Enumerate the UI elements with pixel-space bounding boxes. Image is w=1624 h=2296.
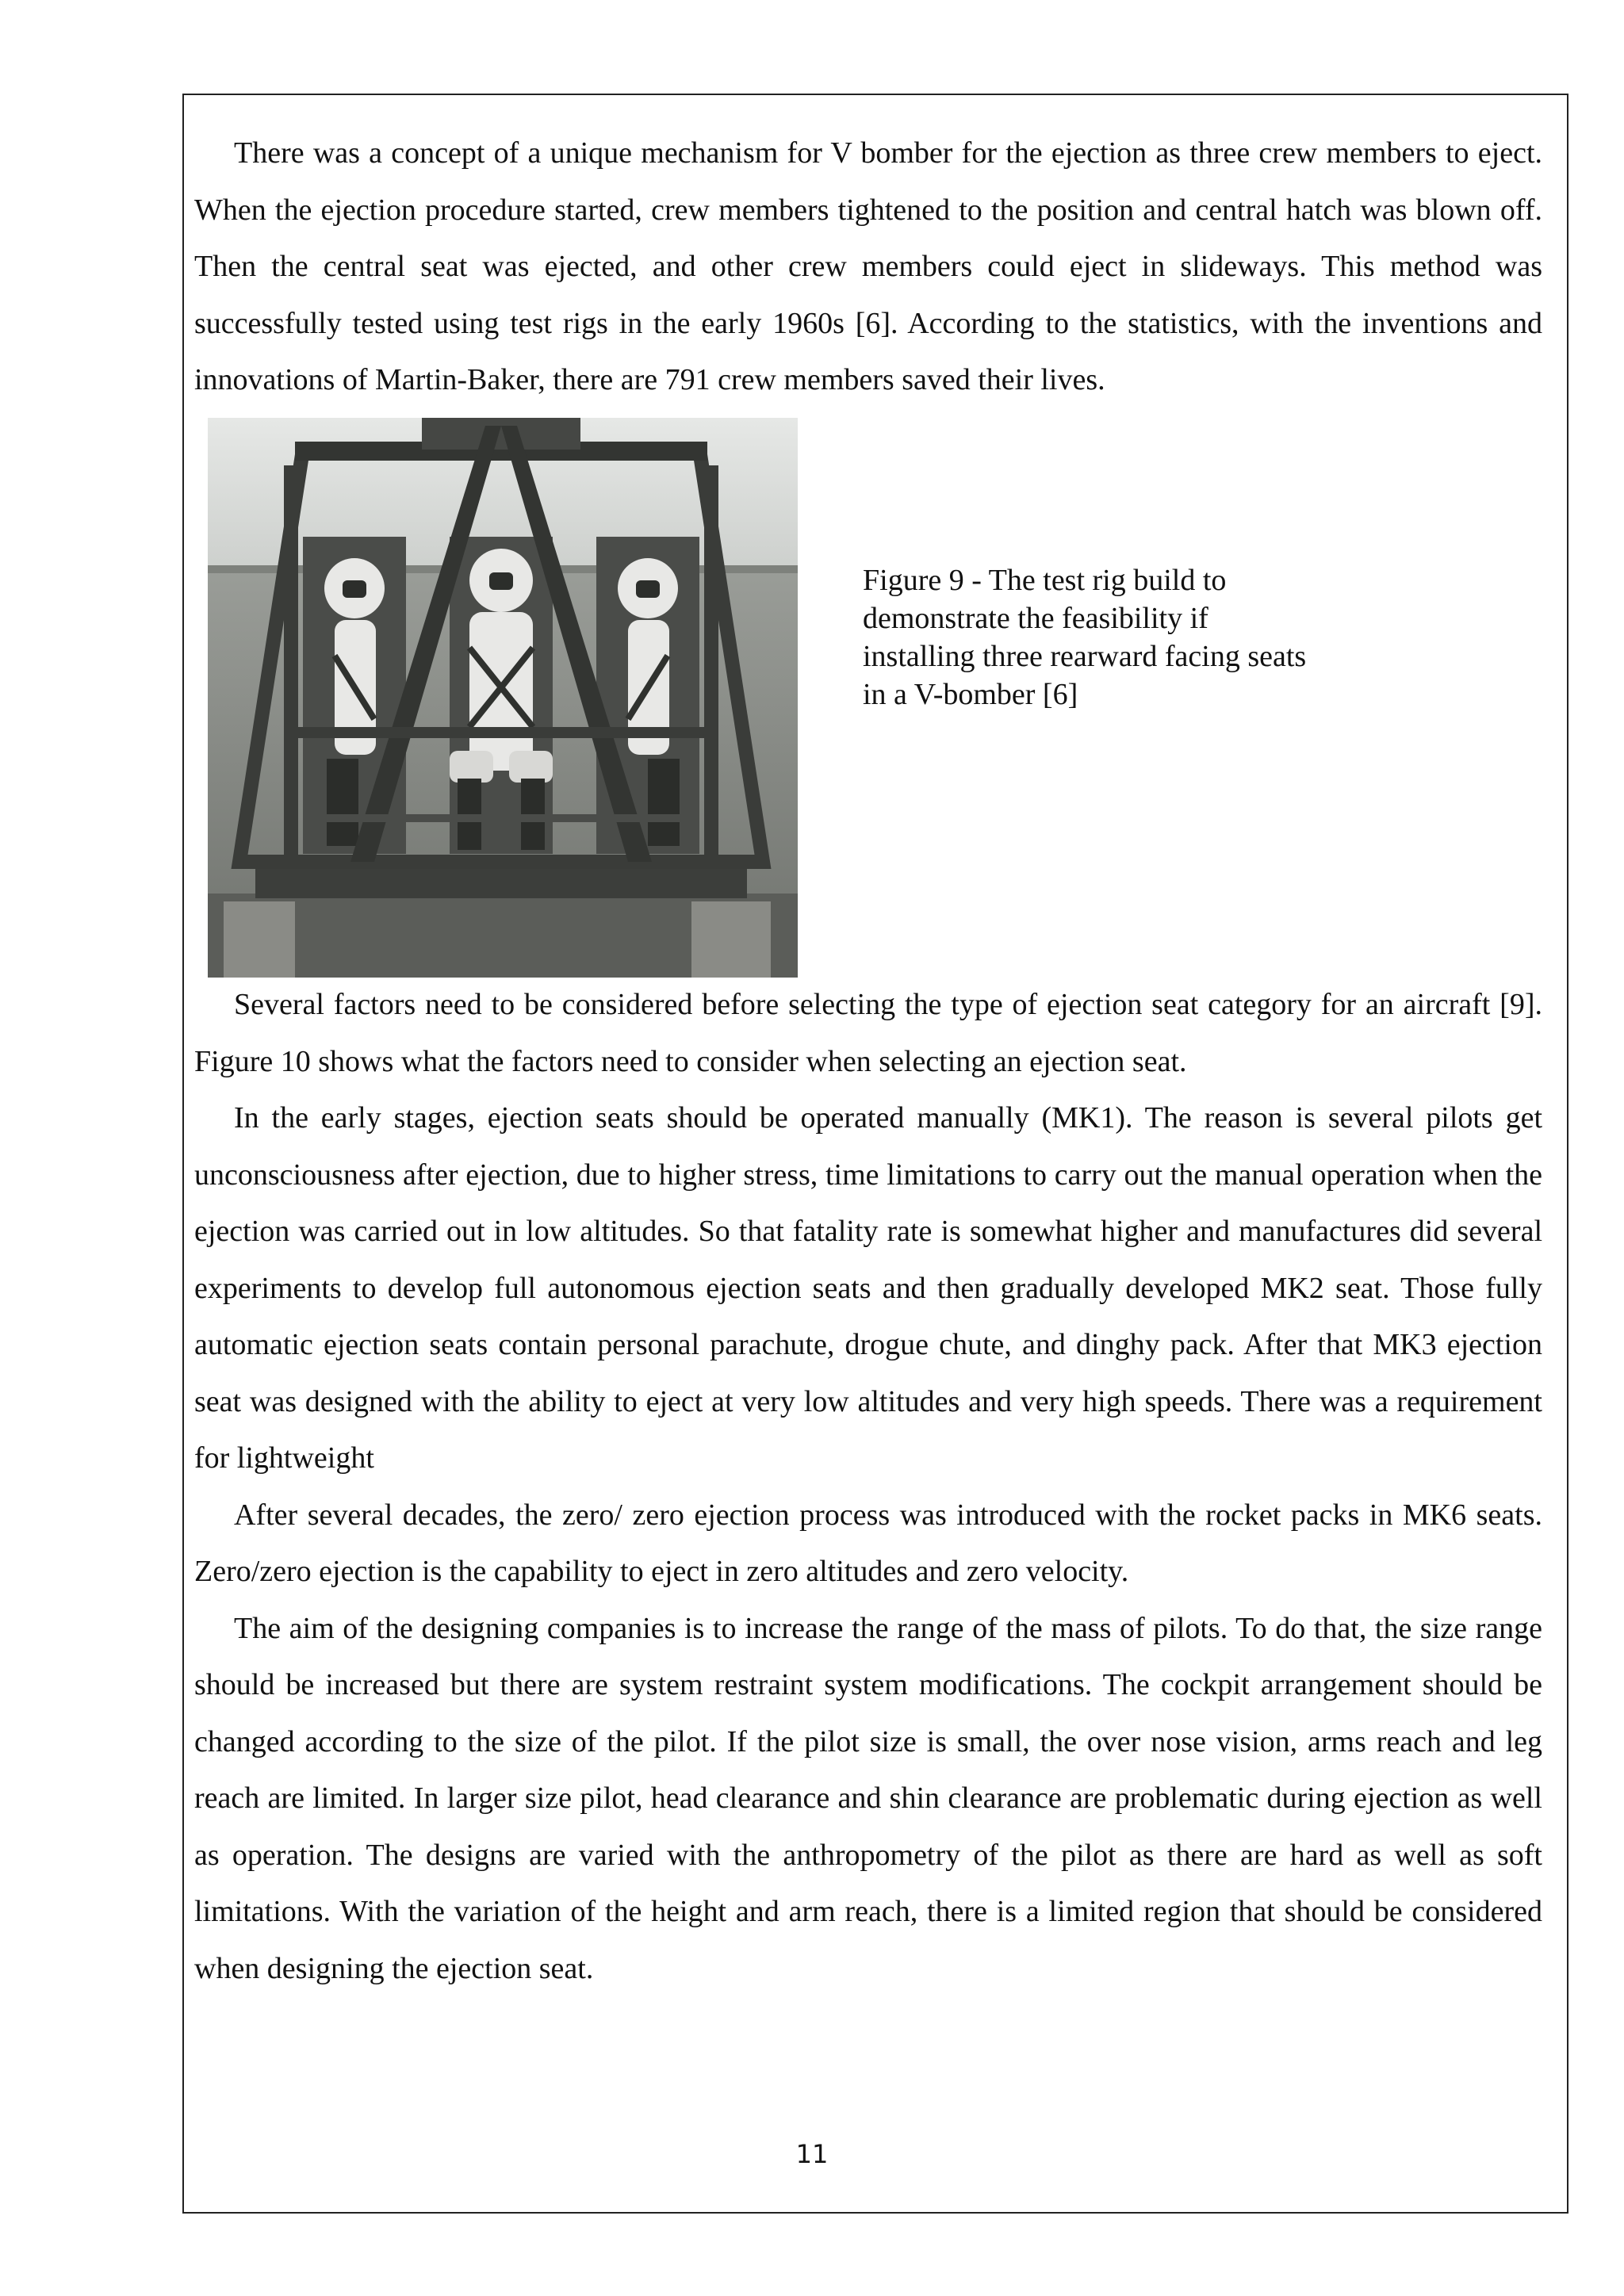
paragraph: After several decades, the zero/ zero ejection process was introduced with the rocket packs in MK6 seats. Zero/zero ejection is the capability to eject in zero altitudes and zero velocity. — [194, 1498, 1542, 1588]
paragraph: The aim of the designing companies is to increase the range of the mass of pilots. To do that, the size range should be increased but there are system restraint system modifications. The cockpit arrangement should be changed according to the size of the pilot. If the pilot size is small, the over nose vision, arms reach and leg reach are limited. In larger size pilot, head clearance and shin clearance are problematic during ejection as well as operation. The designs are varied with the anthropometry of the pilot as there are hard as well as soft limitations. With the variation of the height and arm reach, there is a limited region that should be considered when designing the ejection seat. — [194, 1611, 1542, 1985]
figure-caption: Figure 9 - The test rig build to demonstrate the feasibility if installing three rearward facing seats in a V-bomber [6] — [863, 564, 1307, 711]
paragraph: There was a concept of a unique mechanism for V bomber for the ejection as three crew members to eject. When the ejection procedure started, crew members tightened to the position and central hatch was blown off. Then the central seat was ejected, and other crew members could eject in slideways. This method was successfully tested using test rigs in the early 1960s [6]. According to the statistics, with the inventions and innovations of Martin-Baker, there are 791 crew members saved their lives. — [194, 136, 1542, 396]
paragraph: Several factors need to be considered before selecting the type of ejection seat category for an aircraft [9]. Figure 10 shows what the factors need to consider when selecting an ejection seat. — [194, 988, 1542, 1078]
page-number: 11 — [795, 2139, 829, 2169]
figure-9-photo — [208, 418, 798, 978]
text-block-bottom — [194, 977, 1542, 1997]
text-block-top — [194, 125, 1542, 409]
paragraph: In the early stages, ejection seats should be operated manually (MK1). The reason is several pilots get unconsciousness after ejection, due to higher stress, time limitations to carry out the manual operation when the ejection was carried out in low altitudes. So that fatality rate is somewhat higher and manufactures did several experiments to develop full autonomous ejection seats and then gradually developed MK2 seat. Those fully automatic ejection seats contain personal parachute, drogue chute, and dinghy pack. After that MK3 ejection seat was designed with the ability to eject at very low altitudes and very high speeds. There was a requirement for lightweight — [194, 1101, 1542, 1475]
